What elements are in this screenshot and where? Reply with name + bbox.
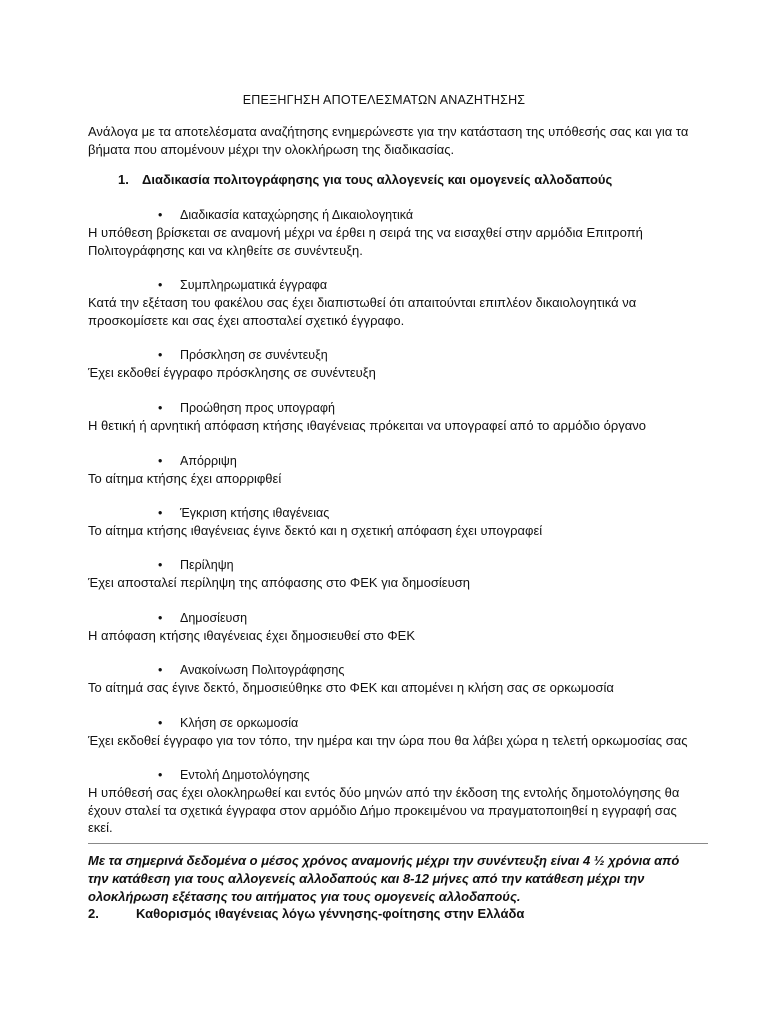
status-label: Ανακοίνωση Πολιτογράφησης (180, 663, 345, 677)
document-title: ΕΠΕΞΗΓΗΣΗ ΑΠΟΤΕΛΕΣΜΑΤΩΝ ΑΝΑΖΗΤΗΣΗΣ (242, 93, 526, 107)
bullet-icon: • (158, 768, 163, 782)
status-item-registration (88, 206, 700, 259)
bullet-icon: • (158, 278, 163, 292)
status-description: Η θετική ή αρνητική απόφαση κτήσης ιθαγένειας πρόκειται να υπογραφεί από το αρμόδιο όργανο (88, 418, 646, 433)
divider-line (88, 843, 708, 844)
status-description: Έχει αποσταλεί περίληψη της απόφασης στο ΦΕΚ για δημοσίευση (88, 575, 470, 590)
bullet-icon: • (158, 401, 163, 415)
status-item-rejection (88, 452, 700, 488)
waiting-time-note: Με τα σημερινά δεδομένα ο μέσος χρόνος αναμονής μέχρι την συνέντευξη είναι 4 ½ χρόνια από την κατάθεση για τους αλλογενείς αλλοδαπούς και 8-12 μήνες από την κατάθεση μέχρι την ολοκλήρωση εξέτασης του αιτήματος για τους ομογενείς αλλοδαπούς. (88, 853, 680, 904)
status-item-citizenship-approval (88, 504, 700, 540)
status-description: Έχει εκδοθεί έγγραφο για τον τόπο, την ημέρα και την ώρα που θα λάβει χώρα η τελετή ορκωμοσίας σας (88, 733, 688, 748)
section-2-title: Καθορισμός ιθαγένειας λόγω γέννησης-φοίτησης στην Ελλάδα (136, 906, 525, 921)
status-label: Έγκριση κτήσης ιθαγένειας (180, 506, 330, 520)
section-1-number: 1. (118, 172, 129, 187)
status-description: Το αίτημα κτήσης έχει απορριφθεί (88, 471, 282, 486)
status-item-forward-for-signature (88, 399, 700, 435)
status-description: Η απόφαση κτήσης ιθαγένειας έχει δημοσιευθεί στο ΦΕΚ (88, 628, 415, 643)
status-item-oath-summons (88, 714, 700, 750)
status-label: Εντολή Δημοτολόγησης (180, 768, 310, 782)
section-2-heading (88, 906, 700, 921)
bullet-icon: • (158, 348, 163, 362)
status-description: Κατά την εξέταση του φακέλου σας έχει διαπιστωθεί ότι απαιτούνται επιπλέον δικαιολογητικά να προσκομίσετε και σας έχει αποσταλεί σχετικό έγγραφο. (88, 295, 637, 328)
status-item-supplementary-documents (88, 276, 700, 329)
status-item-naturalization-announcement (88, 661, 700, 697)
status-item-registry-order (88, 766, 700, 837)
bullet-icon: • (158, 558, 163, 572)
status-description: Έχει εκδοθεί έγγραφο πρόσκλησης σε συνέντευξη (88, 365, 376, 380)
status-description: Το αίτημά σας έγινε δεκτό, δημοσιεύθηκε στο ΦΕΚ και απομένει η κλήση σας σε ορκωμοσία (88, 680, 614, 695)
intro-paragraph: Ανάλογα με τα αποτελέσματα αναζήτησης ενημερώνεστε για την κατάσταση της υπόθεσής σας και για τα βήματα που απομένουν μέχρι την ολοκλήρωση της διαδικασίας. (88, 124, 689, 157)
bullet-icon: • (158, 663, 163, 677)
status-item-publication (88, 609, 700, 645)
status-item-interview-invitation (88, 346, 700, 382)
status-description: Η υπόθεση βρίσκεται σε αναμονή μέχρι να έρθει η σειρά της να εισαχθεί στην αρμόδια Επιτροπή Πολιτογράφησης και να κληθείτε σε συνέντευξη. (88, 225, 643, 258)
status-description: Η υπόθεσή σας έχει ολοκληρωθεί και εντός δύο μηνών από την έκδοση της εντολής δημοτολόγησης θα έχουν σταλεί τα σχετικά έγγραφα στον αρμόδιο Δήμο προκειμένου να πραγματοποιηθεί η εγγραφή σας εκεί. (88, 785, 680, 835)
bullet-icon: • (158, 454, 163, 468)
status-label: Περίληψη (180, 558, 234, 572)
bullet-icon: • (158, 208, 163, 222)
status-label: Διαδικασία καταχώρησης ή Δικαιολογητικά (180, 208, 414, 222)
section-1-title: Διαδικασία πολιτογράφησης για τους αλλογενείς και ομογενείς αλλοδαπούς (142, 172, 613, 187)
section-2-number: 2. (88, 906, 99, 921)
status-label: Πρόσκληση σε συνέντευξη (180, 348, 328, 362)
status-label: Απόρριψη (180, 454, 237, 468)
status-label: Δημοσίευση (180, 611, 248, 625)
status-label: Κλήση σε ορκωμοσία (180, 716, 299, 730)
bullet-icon: • (158, 506, 163, 520)
status-description: Το αίτημα κτήσης ιθαγένειας έγινε δεκτό και η σχετική απόφαση έχει υπογραφεί (88, 523, 543, 538)
section-1-heading (118, 172, 612, 187)
bullet-icon: • (158, 716, 163, 730)
status-label: Προώθηση προς υπογραφή (180, 401, 335, 415)
status-label: Συμπληρωματικά έγγραφα (180, 278, 328, 292)
status-item-summary (88, 556, 700, 592)
bullet-icon: • (158, 611, 163, 625)
